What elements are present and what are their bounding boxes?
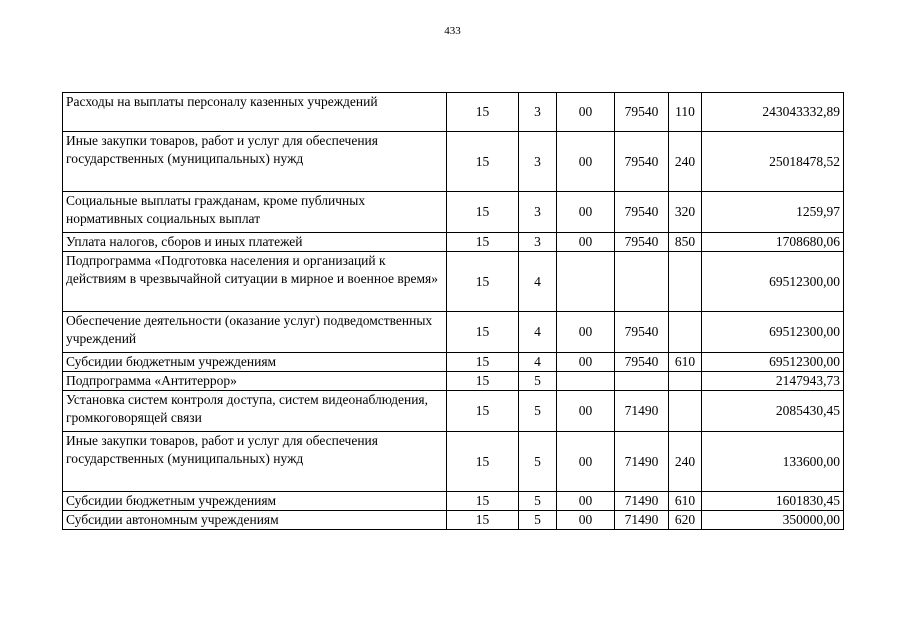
page-number: 433 xyxy=(444,25,461,37)
row-code-c1: 15 xyxy=(447,492,519,511)
row-code-c2: 4 xyxy=(519,312,557,353)
row-code-c1: 15 xyxy=(447,312,519,353)
row-code-c4: 79540 xyxy=(615,312,669,353)
table-body xyxy=(63,93,844,530)
row-code-c2: 5 xyxy=(519,432,557,492)
row-code-c3: 00 xyxy=(557,93,615,132)
row-code-c2: 4 xyxy=(519,353,557,372)
row-code-c5: 610 xyxy=(669,492,702,511)
row-name: Иные закупки товаров, работ и услуг для обеспечения государственных (муниципальных) нужд xyxy=(63,132,447,192)
row-code-c2: 3 xyxy=(519,93,557,132)
row-code-c3: 00 xyxy=(557,391,615,432)
row-code-c5 xyxy=(669,252,702,312)
row-name: Субсидии бюджетным учреждениям xyxy=(63,492,447,511)
row-code-c1: 15 xyxy=(447,252,519,312)
row-code-c2: 5 xyxy=(519,372,557,391)
row-code-c4: 79540 xyxy=(615,192,669,233)
row-code-c3: 00 xyxy=(557,432,615,492)
row-code-c1: 15 xyxy=(447,391,519,432)
row-code-c4: 79540 xyxy=(615,93,669,132)
table-row xyxy=(63,432,844,492)
row-code-c1: 15 xyxy=(447,432,519,492)
row-code-c3 xyxy=(557,372,615,391)
row-code-c1: 15 xyxy=(447,372,519,391)
table-row xyxy=(63,353,844,372)
row-code-c4: 71490 xyxy=(615,432,669,492)
row-code-c5: 320 xyxy=(669,192,702,233)
row-name: Обеспечение деятельности (оказание услуг) подведомственных учреждений xyxy=(63,312,447,353)
row-code-c5: 850 xyxy=(669,233,702,252)
table-row xyxy=(63,192,844,233)
row-code-c4: 71490 xyxy=(615,492,669,511)
row-code-c3: 00 xyxy=(557,511,615,530)
row-amount: 1259,97 xyxy=(702,192,844,233)
row-code-c4 xyxy=(615,252,669,312)
row-code-c5: 240 xyxy=(669,432,702,492)
row-amount: 243043332,89 xyxy=(702,93,844,132)
row-amount: 1708680,06 xyxy=(702,233,844,252)
row-code-c2: 5 xyxy=(519,391,557,432)
row-code-c1: 15 xyxy=(447,511,519,530)
row-amount: 69512300,00 xyxy=(702,353,844,372)
row-amount: 133600,00 xyxy=(702,432,844,492)
row-code-c5 xyxy=(669,312,702,353)
row-code-c1: 15 xyxy=(447,132,519,192)
row-code-c2: 4 xyxy=(519,252,557,312)
row-code-c3: 00 xyxy=(557,192,615,233)
row-name: Социальные выплаты гражданам, кроме публичных нормативных социальных выплат xyxy=(63,192,447,233)
row-code-c4 xyxy=(615,372,669,391)
row-code-c3: 00 xyxy=(557,312,615,353)
row-code-c3: 00 xyxy=(557,233,615,252)
row-name: Субсидии автономным учреждениям xyxy=(63,511,447,530)
row-code-c5: 610 xyxy=(669,353,702,372)
row-code-c2: 5 xyxy=(519,492,557,511)
row-name: Подпрограмма «Подготовка населения и организаций к действиям в чрезвычайной ситуации в мирное и военное время» xyxy=(63,252,447,312)
row-code-c4: 71490 xyxy=(615,391,669,432)
table-row xyxy=(63,492,844,511)
row-name: Установка систем контроля доступа, систем видеонаблюдения, громкоговорящей связи xyxy=(63,391,447,432)
row-amount: 2085430,45 xyxy=(702,391,844,432)
row-code-c3: 00 xyxy=(557,353,615,372)
row-name: Иные закупки товаров, работ и услуг для обеспечения государственных (муниципальных) нужд xyxy=(63,432,447,492)
row-code-c5: 110 xyxy=(669,93,702,132)
row-code-c4: 79540 xyxy=(615,132,669,192)
row-amount: 25018478,52 xyxy=(702,132,844,192)
row-name: Субсидии бюджетным учреждениям xyxy=(63,353,447,372)
row-code-c3 xyxy=(557,252,615,312)
table-row xyxy=(63,511,844,530)
table-row xyxy=(63,132,844,192)
table-row xyxy=(63,372,844,391)
row-amount: 350000,00 xyxy=(702,511,844,530)
row-code-c2: 3 xyxy=(519,192,557,233)
row-code-c5: 620 xyxy=(669,511,702,530)
row-code-c5 xyxy=(669,372,702,391)
row-code-c3: 00 xyxy=(557,132,615,192)
row-amount: 69512300,00 xyxy=(702,252,844,312)
row-code-c1: 15 xyxy=(447,353,519,372)
row-name: Расходы на выплаты персоналу казенных учреждений xyxy=(63,93,447,132)
table-row xyxy=(63,312,844,353)
row-code-c4: 79540 xyxy=(615,353,669,372)
row-name: Уплата налогов, сборов и иных платежей xyxy=(63,233,447,252)
row-code-c1: 15 xyxy=(447,233,519,252)
row-code-c4: 79540 xyxy=(615,233,669,252)
row-code-c4: 71490 xyxy=(615,511,669,530)
table-row xyxy=(63,252,844,312)
budget-table xyxy=(62,92,844,530)
table-row xyxy=(63,233,844,252)
row-code-c2: 3 xyxy=(519,233,557,252)
row-name: Подпрограмма «Антитеррор» xyxy=(63,372,447,391)
row-amount: 2147943,73 xyxy=(702,372,844,391)
row-amount: 1601830,45 xyxy=(702,492,844,511)
row-code-c1: 15 xyxy=(447,192,519,233)
row-amount: 69512300,00 xyxy=(702,312,844,353)
row-code-c5: 240 xyxy=(669,132,702,192)
row-code-c5 xyxy=(669,391,702,432)
row-code-c2: 5 xyxy=(519,511,557,530)
table-row xyxy=(63,93,844,132)
row-code-c2: 3 xyxy=(519,132,557,192)
row-code-c3: 00 xyxy=(557,492,615,511)
row-code-c1: 15 xyxy=(447,93,519,132)
table-row xyxy=(63,391,844,432)
